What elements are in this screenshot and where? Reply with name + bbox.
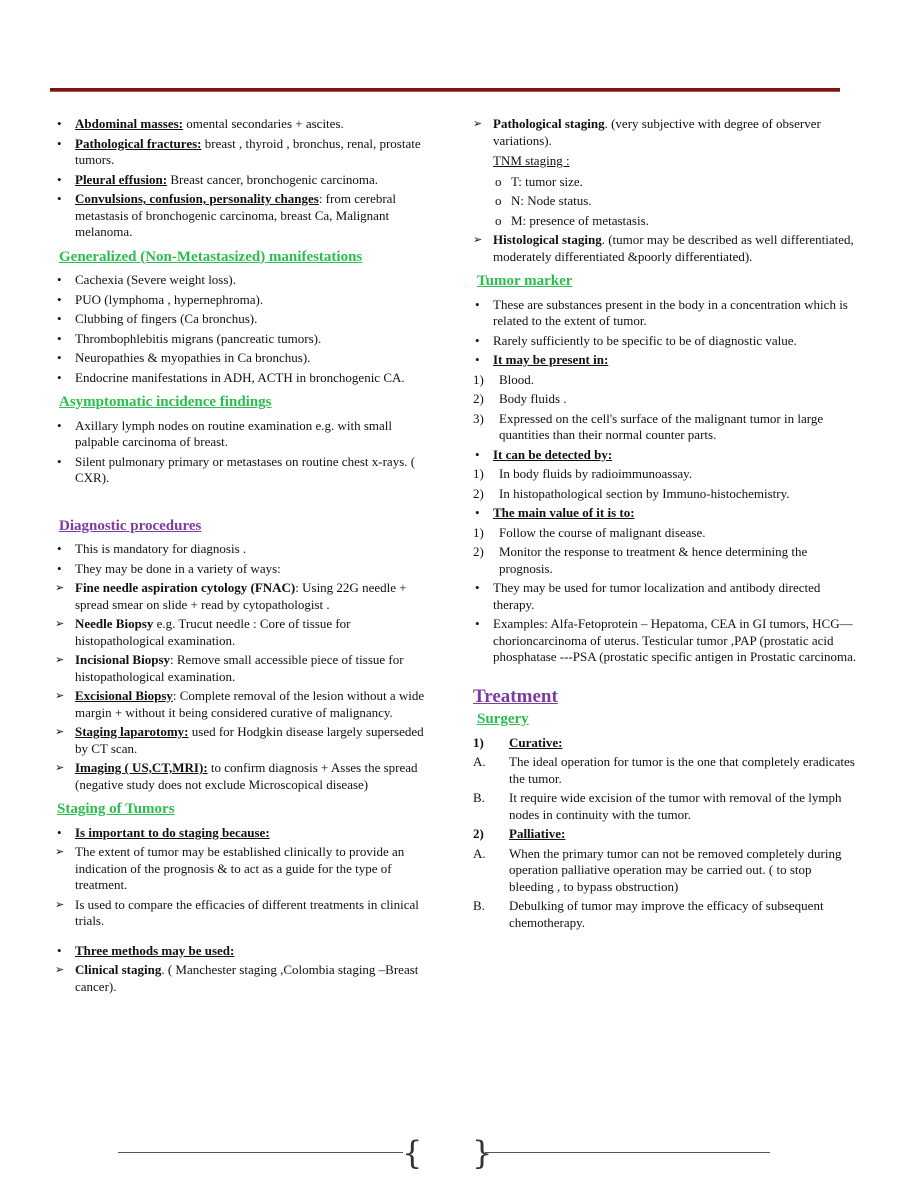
list-item: • Thrombophlebitis migrans (pancreatic tumors). [57,330,322,346]
footer-rule-left [118,1152,403,1153]
list-item: 3) Expressed on the cell's surface of the malignant tumor in large quantities than their normal counter parts. [473,410,824,442]
list-item: • It may be present in: [475,352,609,367]
section-heading-surgery: Surgery [477,711,529,727]
list-item: 1) Curative: [473,734,563,750]
header-rule [50,88,840,92]
list-item: ➢ The extent of tumor may be established clinically to provide an indication of the prognosis & to act as a guide for the type of treatment. [55,844,405,892]
list-item: 1) Follow the course of malignant disease. [473,524,706,540]
list-item: • Neuropathies & myopathies in Ca bronchus). [57,350,311,365]
list-item: ➢ Needle Biopsy e.g. Trucut needle : Core of tissue for histopathological examination. [55,616,351,648]
section-heading-generalized: Generalized (Non-Metastasized) manifestations [59,248,363,265]
section-heading-treatment: Treatment [473,685,558,707]
footer-rule-right [485,1152,770,1153]
list-item: A. The ideal operation for tumor is the one that completely eradicates the tumor. [473,754,855,786]
list-item: • Three methods may be used: [57,942,235,958]
list-item: ➢ Staging laparotomy: used for Hodgkin disease largely superseded by CT scan. [55,724,424,756]
list-item: • Silent pulmonary primary or metastases on routine chest x-rays. ( CXR). [57,453,416,485]
section-heading-diagnostic: Diagnostic procedures [59,517,202,534]
list-item: • They may be done in a variety of ways: [57,560,281,576]
list-item: • Clubbing of fingers (Ca bronchus). [57,311,258,326]
list-item: • Abdominal masses: omental secondaries + ascites. [57,116,344,131]
list-item: 2) Monitor the response to treatment & hence determining the prognosis. [473,544,808,576]
list-item: ➢ Histological staging. (tumor may be described as well differentiated, moderately differentiated &poorly differentiated). [473,232,854,264]
list-item: • These are substances present in the body in a concentration which is related to the extent of tumor. [475,296,848,328]
list-item: B. Debulking of tumor may improve the efficacy of subsequent chemotherapy. [473,898,824,930]
list-item: o T: tumor size. [495,173,583,189]
list-item: • Cachexia (Severe weight loss). [57,272,237,287]
list-item: ➢ Fine needle aspiration cytology (FNAC): Using 22G needle + spread smear on slide + read by cytopathologist . [55,580,407,612]
list-item: B. It require wide excision of the tumor with removal of the lymph nodes in continuity with the tumor. [473,790,842,822]
list-item: • Examples: Alfa-Fetoprotein – Hepatoma, CEA in GI tumors, HCG—chorioncarcinoma of uterus. Testicular tumor ,PAP (prostatic acid phosphatase ---PSA (prostatic specific antigen in Prostatic carcinoma. [475,616,857,664]
list-item: 1) Blood. [473,371,535,387]
list-item: 1) In body fluids by radioimmunoassay. [473,466,693,481]
list-item: ➢ Incisional Biopsy: Remove small accessible piece of tissue for histopathological examination. [55,652,404,684]
footer-bracket-right: } [472,1134,493,1172]
list-item: o M: presence of metastasis. [495,212,649,228]
list-item: ➢ Excisional Biopsy: Complete removal of the lesion without a wide margin + without it being considered curative of malignancy. [55,688,425,720]
list-item: • Pathological fractures: breast , thyroid , bronchus, renal, prostate tumors. [57,135,421,167]
list-item: • This is mandatory for diagnosis . [57,541,247,556]
tnm-label: TNM staging : [493,153,570,168]
list-item: • Pleural effusion: Breast cancer, bronchogenic carcinoma. [57,171,379,187]
list-item: • PUO (lymphoma , hypernephroma). [57,291,264,307]
list-item: 2) Palliative: [473,826,566,841]
list-item: ➢ Is used to compare the efficacies of different treatments in clinical trials. [55,896,419,928]
list-item: • It can be detected by: [475,446,613,462]
list-item: 2) In histopathological section by Immuno-histochemistry. [473,485,790,501]
list-item: • Convulsions, confusion, personality changes: from cerebral metastasis of bronchogenic carcinoma, breast Ca, Malignant melanoma. [57,191,397,239]
list-item: • Endocrine manifestations in ADH, ACTH in bronchogenic CA. [57,369,405,385]
list-item: • They may be used for tumor localization and antibody directed therapy. [475,580,821,612]
section-heading-staging: Staging of Tumors [57,801,175,817]
list-item: ➢ Pathological staging. (very subjective with degree of observer variations). [473,116,821,148]
right-column [473,116,858,934]
list-item: o N: Node status. [495,193,592,208]
list-item: 2) Body fluids . [473,391,567,406]
list-item: • The main value of it is to: [475,505,635,520]
list-item: • Axillary lymph nodes on routine examination e.g. with small palpable carcinoma of breast. [57,417,393,449]
list-item: ➢ Imaging ( US,CT,MRI): to confirm diagnosis + Asses the spread (negative study does not exclude Microscopical disease) [55,760,418,792]
footer-bracket-left: { [402,1134,423,1172]
list-item: • Is important to do staging because: [57,824,270,840]
section-heading-asymptomatic: Asymptomatic incidence findings [59,394,272,410]
left-column [55,116,425,998]
section-heading-tumor-marker: Tumor marker [477,273,573,289]
list-item: • Rarely sufficiently to be specific to be of diagnostic value. [475,332,797,348]
list-item: ➢ Clinical staging. ( Manchester staging ,Colombia staging –Breast cancer). [55,962,419,994]
list-item: A. When the primary tumor can not be removed completely during operation palliative operation may be carried out. ( to stop bleeding , to bypass obstruction) [473,845,842,894]
